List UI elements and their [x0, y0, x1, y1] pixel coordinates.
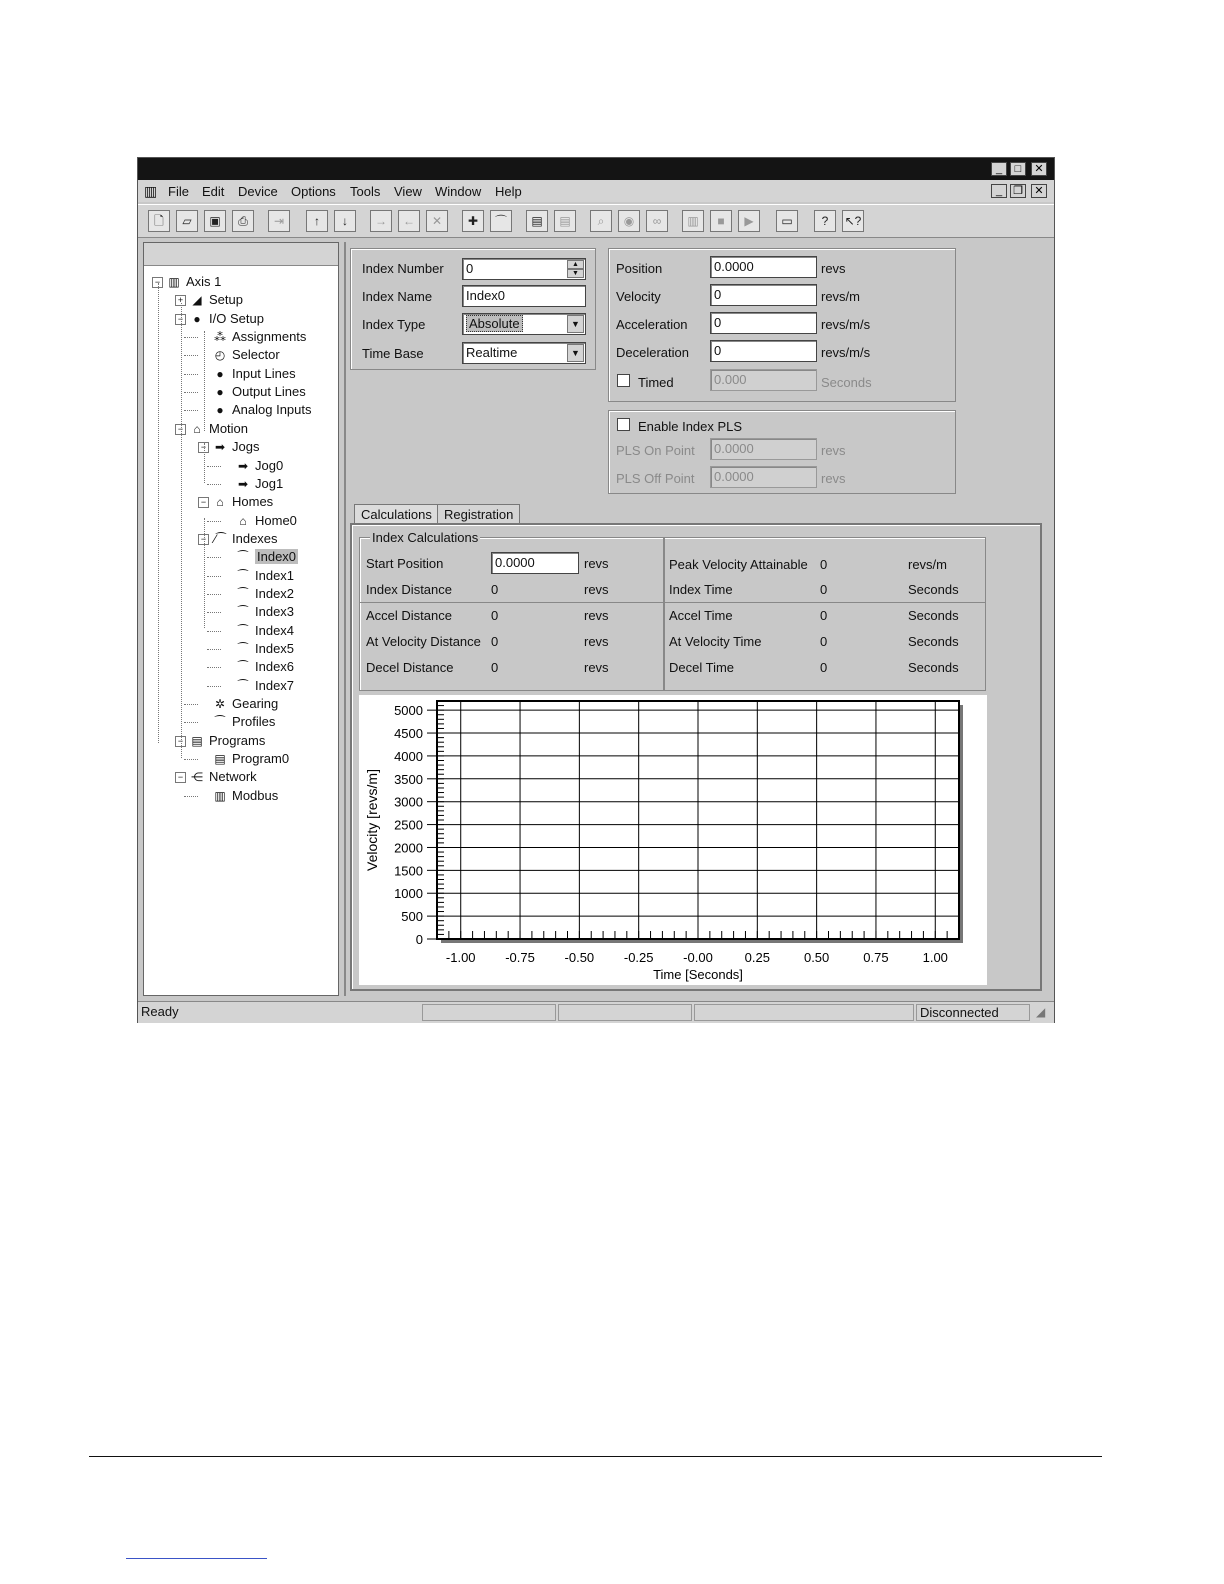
collapse-icon[interactable]: −	[175, 314, 186, 325]
tree-node-label: Analog Inputs	[232, 402, 312, 418]
tree-node-profiles[interactable]	[212, 714, 275, 729]
tree-connector	[207, 521, 221, 522]
position-unit: revs	[821, 261, 846, 276]
tree-node-label: Axis 1	[186, 274, 222, 289]
pls-off-unit: revs	[821, 471, 846, 486]
tree-node-jog0[interactable]	[235, 458, 283, 473]
y-tick-label: 5000	[394, 703, 423, 719]
new-file-icon[interactable]: 🗋	[148, 210, 170, 232]
modbus-icon: ▥	[214, 788, 226, 803]
menu-window[interactable]: Window	[435, 184, 482, 199]
index-time-unit: Seconds	[908, 582, 959, 597]
start-position-field[interactable]	[491, 552, 579, 574]
network-icon: ⋲	[191, 770, 203, 785]
calculations-panel	[350, 523, 1042, 991]
timed-label: Timed	[638, 375, 674, 390]
acceleration-field[interactable]	[710, 312, 817, 334]
selector-icon: ◴	[214, 348, 226, 363]
tree-node-label: Index1	[255, 567, 295, 583]
peak-velocity-unit: revs/m	[908, 557, 947, 572]
doc-close-icon[interactable]: ✕	[1031, 184, 1047, 198]
tree-connector	[207, 631, 221, 632]
tree-node-label: Indexes	[232, 530, 278, 546]
index-type-select[interactable]	[462, 313, 586, 335]
expand-icon[interactable]: +	[175, 295, 186, 306]
project-tree	[143, 242, 339, 996]
homes-icon: ⌂	[216, 495, 224, 510]
tree-connector	[184, 392, 198, 393]
window-layout-icon[interactable]: ▭	[776, 210, 798, 232]
tree-connector	[184, 759, 198, 760]
tree-node-homes[interactable]	[212, 494, 273, 509]
status-cell-3	[694, 1004, 914, 1021]
tree-node-label: Jog0	[255, 457, 284, 473]
resize-grip-icon[interactable]: ◢	[1036, 1005, 1046, 1019]
index-distance-label: Index Distance	[366, 582, 452, 597]
drive-icon: ▥	[168, 275, 180, 289]
tree-node-label: Index6	[255, 659, 295, 675]
time-base-select[interactable]	[462, 342, 586, 364]
tree-node-label: Program0	[232, 751, 290, 767]
index-calculations-title: Index Calculations	[372, 530, 479, 545]
input-lines-icon: ●	[216, 366, 224, 381]
tree-node-label: Jog1	[255, 475, 284, 491]
chevron-down-icon[interactable]: ▼	[567, 315, 584, 333]
tree-node-label: Motion	[209, 420, 249, 436]
start-position-label: Start Position	[366, 556, 444, 571]
programs-icon: ▤	[191, 733, 203, 748]
tree-connector	[207, 576, 221, 577]
tree-connector	[207, 612, 221, 613]
accel-time-unit: Seconds	[908, 608, 959, 623]
start-position-unit: revs	[584, 556, 609, 571]
timed-value: 0.000	[714, 372, 747, 387]
y-tick-label: 1500	[394, 863, 423, 879]
acceleration-value: 0	[714, 315, 722, 330]
velocity-unit: revs/m	[821, 289, 860, 304]
decel-distance-label: Decel Distance	[366, 660, 454, 675]
zoom-icon[interactable]: ⌕	[590, 210, 612, 232]
save-icon[interactable]: ▣	[204, 210, 226, 232]
io-setup-icon: ●	[193, 311, 201, 326]
help-icon[interactable]: ?	[814, 210, 836, 232]
tree-node-jog1[interactable]	[235, 476, 283, 491]
spin-down-icon[interactable]: ▼	[567, 269, 584, 278]
velocity-field[interactable]	[710, 284, 817, 306]
index-profile-icon: ⁀	[238, 623, 248, 638]
at-velocity-distance-value: 0	[491, 634, 499, 649]
tree-node-index6[interactable]	[235, 659, 294, 674]
tree-node-setup[interactable]	[189, 292, 243, 307]
index-profile-icon: ⁀	[238, 568, 248, 583]
at-velocity-distance-unit: revs	[584, 634, 609, 649]
pls-off-field[interactable]	[710, 466, 817, 488]
tree-node-index1[interactable]	[235, 568, 294, 583]
tree-node-label: Input Lines	[232, 365, 296, 381]
at-velocity-distance-label: At Velocity Distance	[366, 634, 481, 649]
timed-field[interactable]	[710, 369, 817, 391]
tree-node-index7[interactable]	[235, 678, 294, 693]
tree-node-label: Homes	[232, 494, 274, 510]
tree-node-index3[interactable]	[235, 604, 294, 619]
deceleration-label: Deceleration	[616, 345, 689, 360]
y-tick-label: 3000	[394, 794, 423, 810]
y-tick-label: 500	[401, 909, 423, 925]
tree-node-indexes[interactable]	[212, 531, 278, 546]
tree-node-label: Assignments	[232, 329, 307, 345]
accel-distance-label: Accel Distance	[366, 608, 452, 623]
accel-time-value: 0	[820, 608, 828, 623]
y-tick-label: 0	[415, 932, 423, 947]
tree-header	[144, 243, 338, 266]
menu-bar	[138, 180, 1054, 202]
connect-icon[interactable]: →	[370, 210, 392, 232]
tree-connector	[184, 410, 198, 411]
position-label: Position	[616, 261, 663, 276]
index-name-label: Index Name	[362, 289, 433, 304]
collapse-icon[interactable]: −	[175, 424, 186, 435]
tree-guide-line	[204, 443, 205, 483]
program-view-icon[interactable]: ▤	[526, 210, 548, 232]
pls-off-label: PLS Off Point	[616, 471, 695, 486]
y-tick-label: 1000	[394, 886, 423, 902]
tree-node-label: Index3	[255, 604, 295, 620]
tree-node-index0[interactable]	[235, 549, 298, 564]
menu-edit[interactable]: Edit	[202, 184, 225, 199]
menu-options[interactable]: Options	[291, 184, 336, 199]
app-window	[137, 157, 1055, 1023]
index-type-label: Index Type	[362, 317, 426, 332]
tree-node-label: I/O Setup	[209, 310, 264, 326]
pls-on-field[interactable]	[710, 438, 817, 460]
x-tick-label: 0.25	[744, 950, 770, 965]
x-tick-label: -0.75	[505, 950, 535, 965]
download-icon[interactable]: ↓	[334, 210, 356, 232]
at-velocity-time-unit: Seconds	[908, 634, 959, 649]
context-help-icon[interactable]: ↖?	[842, 210, 864, 232]
decel-distance-unit: revs	[584, 660, 609, 675]
index-calculations-group	[359, 530, 986, 691]
tree-node-motion[interactable]	[189, 421, 248, 436]
index-editor	[344, 242, 1052, 996]
glasses-icon[interactable]: ∞	[646, 210, 668, 232]
toolbar	[138, 204, 1054, 238]
tree-node-programs[interactable]	[189, 733, 265, 748]
enable-pls-checkbox[interactable]	[617, 418, 630, 431]
tab-calculations[interactable]: Calculations	[354, 504, 439, 524]
y-tick-label: 2000	[394, 840, 423, 856]
pls-on-unit: revs	[821, 443, 846, 458]
tree-connector	[184, 374, 198, 375]
tree-node-label: Network	[209, 769, 257, 785]
remove-item-icon[interactable]: ⌒	[490, 210, 512, 232]
at-velocity-time-label: At Velocity Time	[669, 634, 762, 649]
index-profile-icon: ⁀	[238, 586, 248, 601]
position-value: 0.0000	[714, 259, 754, 274]
tree-node-label: Gearing	[232, 696, 279, 712]
doc-minimize-icon[interactable]: _	[991, 184, 1007, 198]
calc-divider	[663, 538, 665, 690]
tree-node-label: Setup	[209, 292, 243, 308]
pls-on-value: 0.0000	[714, 441, 754, 456]
menu-help[interactable]: Help	[495, 184, 522, 199]
tree-node-axis-1[interactable]	[166, 274, 221, 289]
tree-node-label: Modbus	[232, 787, 279, 803]
tree-connector	[184, 796, 198, 797]
upload-icon[interactable]: ↑	[306, 210, 328, 232]
status-ready: Ready	[141, 1004, 179, 1019]
index-time-label: Index Time	[669, 582, 733, 597]
tree-node-label: Jogs	[232, 439, 260, 455]
index-distance-value: 0	[491, 582, 499, 597]
jogs-icon: ➡	[214, 440, 226, 455]
tree-node-label: Index2	[255, 585, 295, 601]
tree-node-label: Selector	[232, 347, 280, 363]
index-distance-unit: revs	[584, 582, 609, 597]
program-icon: ▤	[214, 752, 226, 767]
velocity-label: Velocity	[616, 289, 661, 304]
y-axis-label: Velocity [revs/m]	[364, 769, 380, 871]
deceleration-unit: revs/m/s	[821, 345, 871, 360]
tree-guide-line	[204, 518, 205, 628]
output-lines-icon: ●	[216, 385, 224, 400]
time-base-label: Time Base	[362, 346, 424, 361]
accel-distance-value: 0	[491, 608, 499, 623]
index-profile-icon: ⁀	[238, 605, 248, 620]
tree-connector	[207, 484, 221, 485]
tree-node-jogs[interactable]	[212, 439, 259, 454]
x-tick-label: 1.00	[922, 950, 948, 965]
deceleration-value: 0	[714, 343, 722, 358]
tree-node-selector[interactable]	[212, 347, 280, 362]
setup-icon: ◢	[192, 293, 202, 308]
run-icon[interactable]: ▶	[738, 210, 760, 232]
timed-checkbox[interactable]	[617, 374, 630, 387]
doc-restore-icon[interactable]: ❐	[1010, 184, 1026, 198]
footer-rule	[89, 1456, 1102, 1457]
y-tick-label: 3500	[394, 771, 423, 787]
tree-node-home0[interactable]	[235, 513, 297, 528]
program-list-icon[interactable]: ▤	[554, 210, 576, 232]
tree-connector	[207, 667, 221, 668]
gearing-icon: ✲	[214, 697, 226, 712]
close-icon[interactable]: ✕	[1031, 162, 1047, 176]
time-base-value: Realtime	[466, 345, 518, 360]
timed-unit: Seconds	[821, 375, 872, 390]
pls-on-label: PLS On Point	[616, 443, 695, 458]
index-number-value: 0	[466, 261, 474, 276]
disconnect-icon[interactable]: ←	[398, 210, 420, 232]
accel-time-label: Accel Time	[669, 608, 733, 623]
footer-link-rule	[126, 1558, 267, 1559]
spin-up-icon[interactable]: ▲	[567, 260, 584, 269]
tree-guide-line	[204, 331, 205, 431]
collapse-icon[interactable]: −	[152, 277, 163, 288]
tree-guide-line	[181, 303, 182, 758]
status-connection: Disconnected	[916, 1004, 1030, 1021]
title-bar	[138, 158, 1054, 180]
tree-node-label: Programs	[209, 732, 266, 748]
deceleration-field[interactable]	[710, 340, 817, 362]
device-icon[interactable]: ▥	[682, 210, 704, 232]
tree-node-program0[interactable]	[212, 751, 289, 766]
indexes-icon: ⁄⁀	[214, 531, 226, 546]
x-tick-label: 0.75	[863, 950, 889, 965]
at-velocity-time-value: 0	[820, 634, 828, 649]
x-tick-label: -1.00	[445, 950, 476, 965]
pls-off-value: 0.0000	[714, 469, 754, 484]
enable-pls-label: Enable Index PLS	[638, 419, 743, 434]
tree-node-label: Index5	[255, 641, 295, 656]
index-time-value: 0	[820, 582, 828, 597]
tree-node-label: Index7	[255, 677, 295, 693]
tree-node-analog-inputs[interactable]	[212, 402, 312, 417]
app-doc-icon: ▥	[144, 183, 158, 199]
tree-node-modbus[interactable]	[212, 788, 278, 803]
motion-icon: ⌂	[193, 421, 201, 436]
collapse-icon[interactable]: −	[175, 736, 186, 747]
tree-connector	[207, 686, 221, 687]
cancel-icon[interactable]: ✕	[426, 210, 448, 232]
peak-velocity-value: 0	[820, 557, 828, 572]
y-tick-label: 4500	[394, 726, 423, 742]
tree-connector	[184, 704, 198, 705]
acceleration-label: Acceleration	[616, 317, 688, 332]
menu-view[interactable]: View	[394, 184, 422, 199]
tree-connector	[207, 649, 221, 650]
tree-node-index4[interactable]	[235, 623, 294, 638]
x-axis-label: Time [Seconds]	[653, 967, 743, 982]
motion-group	[608, 248, 956, 402]
start-position-value: 0.0000	[495, 555, 535, 570]
status-bar	[138, 1001, 1054, 1023]
tab-registration[interactable]: Registration	[437, 504, 520, 524]
index-profile-icon: ⁀	[238, 550, 248, 565]
tree-node-label: Profiles	[232, 714, 276, 730]
tree-connector	[184, 355, 198, 356]
minimize-icon[interactable]: _	[991, 162, 1007, 176]
profiles-icon: ⁀	[215, 715, 225, 730]
tree-connector	[184, 337, 198, 338]
acceleration-unit: revs/m/s	[821, 317, 871, 332]
decel-time-value: 0	[820, 660, 828, 675]
index-setup-group	[350, 248, 596, 370]
accel-distance-unit: revs	[584, 608, 609, 623]
tree-connector	[207, 466, 221, 467]
jog-arrow-icon: ➡	[237, 476, 249, 491]
decel-time-unit: Seconds	[908, 660, 959, 675]
status-cell-1	[422, 1004, 556, 1021]
x-tick-label: 0.50	[803, 950, 830, 965]
decel-time-label: Decel Time	[669, 660, 735, 675]
index-profile-icon: ⁀	[238, 678, 248, 693]
index-number-spinner[interactable]	[462, 258, 586, 280]
index-profile-icon: ⁀	[238, 660, 248, 675]
tree-node-input-lines[interactable]	[212, 366, 296, 381]
position-field[interactable]	[710, 256, 817, 278]
decel-distance-value: 0	[491, 660, 499, 675]
collapse-icon[interactable]: −	[198, 497, 209, 508]
tree-node-index5[interactable]	[235, 641, 294, 656]
index-name-value: Index0	[466, 288, 506, 303]
maximize-icon[interactable]: □	[1010, 162, 1026, 176]
tree-connector	[207, 594, 221, 595]
pls-group	[608, 410, 956, 494]
calc-row-divider	[360, 602, 985, 603]
chevron-down-icon[interactable]: ▼	[567, 344, 584, 362]
x-tick-label: -0.50	[564, 950, 595, 965]
index-profile-icon: ⁀	[238, 642, 248, 656]
tree-node-label: Home0	[255, 512, 297, 528]
x-tick-label: -0.25	[623, 950, 654, 965]
y-tick-label: 2500	[394, 817, 423, 833]
collapse-icon[interactable]: −	[175, 772, 186, 783]
collapse-icon[interactable]: −	[198, 442, 209, 453]
import-icon[interactable]: ⇥	[268, 210, 290, 232]
tree-node-label: Index4	[255, 622, 295, 638]
add-item-icon[interactable]: ✚	[462, 210, 484, 232]
tree-connector	[207, 557, 221, 558]
tree-node-network[interactable]	[189, 769, 257, 784]
tree-node-label: Output Lines	[232, 384, 306, 400]
watch-icon[interactable]: ◉	[618, 210, 640, 232]
index-name-field[interactable]	[462, 285, 586, 307]
menu-file[interactable]: File	[168, 184, 189, 199]
tree-guide-line	[158, 283, 159, 743]
print-icon[interactable]: ⎙	[232, 210, 254, 232]
index-type-value: Absolute	[466, 315, 523, 332]
assignments-icon: ⁂	[214, 330, 226, 345]
tree-node-gearing[interactable]	[212, 696, 278, 711]
tree-node-label: Index0	[257, 549, 297, 565]
y-tick-label: 4000	[394, 748, 423, 764]
status-cell-2	[558, 1004, 692, 1021]
index-number-label: Index Number	[362, 261, 444, 276]
tree-node-output-lines[interactable]	[212, 384, 306, 399]
tree-node-i-o-setup[interactable]	[189, 311, 264, 326]
peak-velocity-label: Peak Velocity Attainable	[669, 557, 808, 572]
menu-device[interactable]: Device	[238, 184, 278, 199]
collapse-icon[interactable]: −	[198, 534, 209, 545]
tree-node-assignments[interactable]	[212, 329, 306, 344]
jog-arrow-icon: ➡	[237, 458, 249, 473]
open-folder-icon[interactable]: ▱	[176, 210, 198, 232]
stop-icon[interactable]: ■	[710, 210, 732, 232]
x-tick-label: -0.00	[683, 950, 713, 965]
analog-inputs-icon: ●	[216, 403, 224, 418]
menu-tools[interactable]: Tools	[350, 184, 381, 199]
home-icon: ⌂	[239, 513, 247, 528]
tree-node-index2[interactable]	[235, 586, 294, 601]
velocity-profile-chart	[359, 695, 987, 985]
tree-connector	[184, 722, 198, 723]
velocity-value: 0	[714, 287, 722, 302]
